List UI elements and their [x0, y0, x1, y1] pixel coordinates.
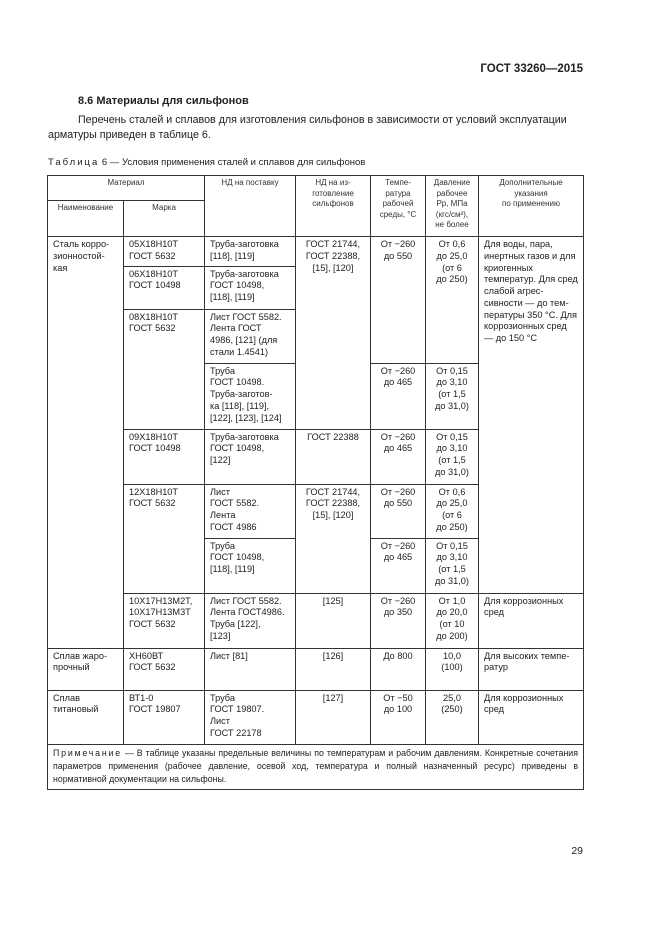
nd-supply-cell: Лист ГОСТ 5582. Лента ГОСТ 4986, [121] (для стали 1.4541) [205, 309, 296, 363]
table-caption [48, 157, 365, 168]
temperature-cell: До 800 [371, 648, 426, 690]
nd-supply-cell: Труба ГОСТ 10498, [118], [119] [205, 538, 296, 593]
pressure-cell: 10,0 (100) [426, 648, 479, 690]
header-grade: Марка [124, 201, 205, 237]
grade-cell: ВТ1-0 ГОСТ 19807 [124, 690, 205, 744]
table-note-row [48, 744, 584, 790]
pressure-cell: 25,0 (250) [426, 690, 479, 744]
note-text: — В таблице указаны предельные величины по температурам и рабочим давлениям. Конкретные сочетания параметров применения (рабочее давление, осевой ход, температура и полный назначенный ресурс) приведены в нормативной документации на сильфоны. [53, 747, 578, 784]
nd-manufacture-cell: [127] [296, 690, 371, 744]
header-pressure: Давление рабочее Pр, МПа (кгс/см²), не более [426, 176, 479, 237]
note-label: Примечание [53, 747, 122, 758]
temperature-cell: От −260 до 350 [371, 593, 426, 648]
nd-manufacture-cell: ГОСТ 21744, ГОСТ 22388, [15], [120] [296, 484, 371, 593]
temperature-cell: От −260 до 465 [371, 429, 426, 484]
table-row [48, 690, 584, 744]
grade-cell: 10Х17Н13М2Т, 10Х17Н13М3Т ГОСТ 5632 [124, 593, 205, 648]
notes-cell: Для воды, пара, инертных газов и для криогенных температур. Для сред слабой агрес-сивности — до тем-пературы 350 °С. Для коррозионных сред — до 150 °С [479, 237, 584, 594]
header-material: Материал [48, 176, 205, 201]
table-caption-label: Таблица [48, 157, 100, 168]
material-name-cell: Сталь корро- зионностой- кая [48, 237, 124, 649]
nd-supply-cell: Труба-заготовка ГОСТ 10498, [122] [205, 429, 296, 484]
grade-cell: 09Х18Н10Т ГОСТ 10498 [124, 429, 205, 484]
nd-supply-cell: Труба-заготовка [118], [119] [205, 237, 296, 267]
header-nd-manufacture: НД на из- готовление сильфонов [296, 176, 371, 237]
pressure-cell: От 0,6 до 25,0 (от 6 до 250) [426, 237, 479, 364]
nd-supply-cell: Труба ГОСТ 19807. Лист ГОСТ 22178 [205, 690, 296, 744]
temperature-cell: От −260 до 550 [371, 237, 426, 364]
grade-cell: 06Х18Н10Т ГОСТ 10498 [124, 266, 205, 309]
grade-cell: ХН60ВТ ГОСТ 5632 [124, 648, 205, 690]
header-name: Наименование [48, 201, 124, 237]
table-row [48, 237, 584, 267]
grade-cell: 05Х18Н10Т ГОСТ 5632 [124, 237, 205, 267]
table-caption-text: 6 — Условия применения сталей и сплавов для сильфонов [99, 157, 366, 168]
header-nd-supply: НД на поставку [205, 176, 296, 237]
pressure-cell: От 0,6 до 25,0 (от 6 до 250) [426, 484, 479, 538]
material-name-cell: Сплав жаро- прочный [48, 648, 124, 690]
pressure-cell: От 1,0 до 20,0 (от 10 до 200) [426, 593, 479, 648]
nd-manufacture-cell: [125] [296, 593, 371, 648]
nd-manufacture-cell: [126] [296, 648, 371, 690]
nd-supply-cell: Лист ГОСТ 5582. Лента ГОСТ4986. Труба [122], [123] [205, 593, 296, 648]
temperature-cell: От −260 до 550 [371, 484, 426, 538]
notes-cell: Для коррозионных сред [479, 690, 584, 744]
section-title: 8.6 Материалы для сильфонов [78, 95, 249, 107]
table-row [48, 593, 584, 648]
page-number: 29 [571, 845, 583, 857]
temperature-cell: От −260 до 465 [371, 538, 426, 593]
notes-cell: Для коррозионных сред [479, 593, 584, 648]
table-note [48, 744, 584, 790]
pressure-cell: От 0,15 до 3,10 (от 1,5 до 31,0) [426, 429, 479, 484]
nd-supply-cell: Лист ГОСТ 5582. Лента ГОСТ 4986 [205, 484, 296, 538]
grade-cell: 08Х18Н10Т ГОСТ 5632 [124, 309, 205, 429]
nd-manufacture-cell: ГОСТ 22388 [296, 429, 371, 484]
header-temperature: Темпе- ратура рабочей среды, °С [371, 176, 426, 237]
table-row [48, 648, 584, 690]
pressure-cell: От 0,15 до 3,10 (от 1,5 до 31,0) [426, 363, 479, 429]
pressure-cell: От 0,15 до 3,10 (от 1,5 до 31,0) [426, 538, 479, 593]
intro-paragraph: Перечень сталей и сплавов для изготовления сильфонов в зависимости от условий эксплуатации арматуры приведен в таблице 6. [48, 114, 567, 142]
header-notes: Дополнительные указания по применению [479, 176, 584, 237]
nd-manufacture-cell: ГОСТ 21744, ГОСТ 22388, [15], [120] [296, 237, 371, 430]
material-name-cell: Сплав титановый [48, 690, 124, 744]
nd-supply-cell: Труба-заготовка ГОСТ 10498, [118], [119] [205, 266, 296, 309]
header-row [48, 176, 584, 201]
temperature-cell: От −260 до 465 [371, 363, 426, 429]
nd-supply-cell: Труба ГОСТ 10498. Труба-заготов- ка [118], [119], [122], [123], [124] [205, 363, 296, 429]
temperature-cell: От −50 до 100 [371, 690, 426, 744]
notes-cell: Для высоких темпе- ратур [479, 648, 584, 690]
nd-supply-cell: Лист [81] [205, 648, 296, 690]
document-code: ГОСТ 33260—2015 [480, 63, 583, 75]
materials-table [47, 175, 584, 790]
grade-cell: 12Х18Н10Т ГОСТ 5632 [124, 484, 205, 593]
